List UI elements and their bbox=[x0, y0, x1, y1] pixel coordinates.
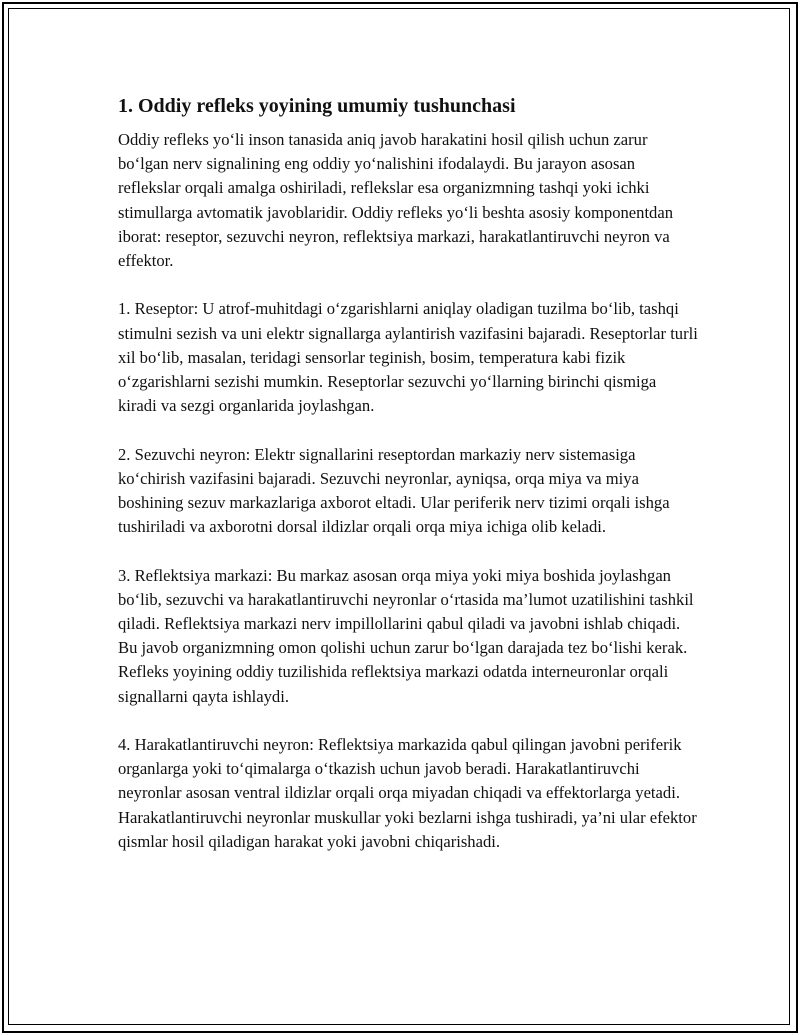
paragraph-reflex-center: 3. Reflektsiya markazi: Bu markaz asosan orqa miya yoki miya boshida joylashgan bo‘lib, sezuvchi va harakatlantiruvchi neyronlar o‘rtasida ma’lumot uzatilishini tashkil qiladi. Reflektsiya markazi nerv impillollarini qabul qiladi va javobni ishlab chiqadi. Bu javob organizmning omon qolishi uchun zarur bo‘lgan darajada tez bo‘lishi kerak. Refleks yoyining oddiy tuzilishida reflektsiya markazi odatda interneuronlar orqali signallarni qayta ishlaydi. bbox=[118, 565, 694, 706]
document-title: 1. Oddiy refleks yoyining umumiy tushunchasi bbox=[118, 95, 516, 117]
paragraph-motor-neuron: 4. Harakatlantiruvchi neyron: Reflektsiya markazida qabul qilingan javobni periferik organlarga yoki to‘qimalarga o‘tkazish uchun javob beradi. Harakatlantiruvchi neyronlar asosan ventral ildizlar orqali orqa miyadan chiqadi va effektorlarga yetadi. Harakatlantiruvchi neyronlar muskullar yoki bezlarni ishga tushiradi, ya’ni ular efektor qismlar hosil qiladigan harakat yoki javobni chiqarishadi. bbox=[118, 735, 697, 851]
paragraph-receptor: 1. Reseptor: U atrof-muhitdagi o‘zgarishlarni aniqlay oladigan tuzilma bo‘lib, tashqi stimulni sezish va uni elektr signallarga aylantirish vazifasini bajaradi. Reseptorlar turli xil bo‘lib, masalan, teridagi sensorlar teginish, bosim, temperatura kabi fizik o‘zgarishlarni sezishi mumkin. Reseptorlar sezuvchi yo‘llarning birinchi qismiga kiradi va sezgi organlarida joylashgan. bbox=[118, 299, 698, 416]
paragraph-sensory-neuron: 2. Sezuvchi neyron: Elektr signallarini reseptordan markaziy nerv sistemasiga ko‘chirish vazifasini bajaradi. Sezuvchi neyronlar, ayniqsa, orqa miya va miya boshining sezuv markazlariga axborot eltadi. Ular periferik nerv tizimi orqali ishga tushiriladi va axborotni dorsal ildizlar orqali orqa miya ichiga olib keladi. bbox=[118, 444, 670, 537]
paragraph-intro: Oddiy refleks yo‘li inson tanasida aniq javob harakatini hosil qilish uchun zarur bo‘lgan nerv signalining eng oddiy yo‘nalishini ifodalaydi. Bu jarayon asosan reflekslar orqali amalga oshiriladi, reflekslar esa organizmning tashqi yoki ichki stimullarga avtomatik javoblaridir. Oddiy refleks yo‘li beshta asosiy komponentdan iborat: reseptor, sezuvchi neyron, reflektsiya markazi, harakatlantiruvchi neyron va effektor. bbox=[118, 130, 674, 271]
document-body bbox=[118, 93, 698, 878]
